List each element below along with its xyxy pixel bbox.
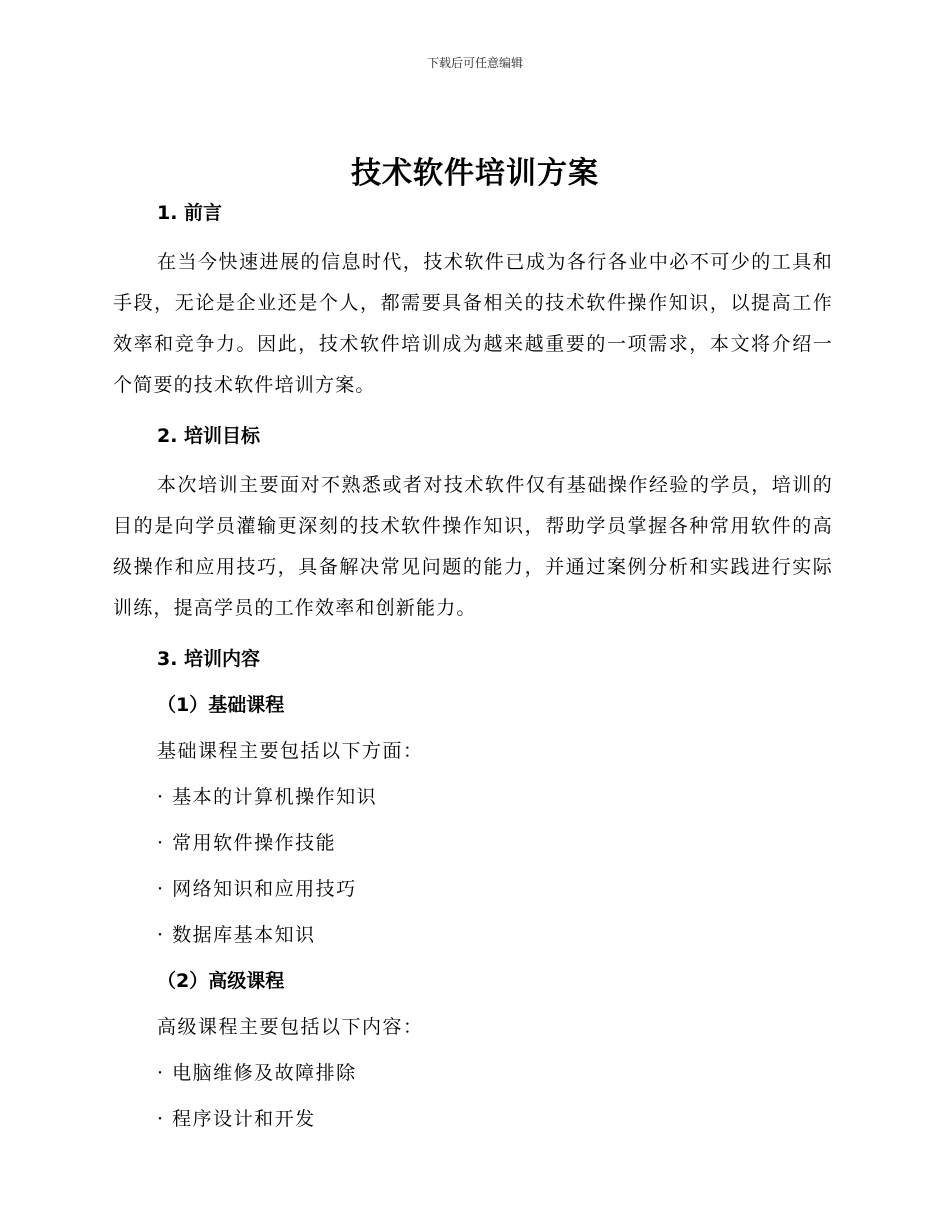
section-heading-goals: 2. 培训目标 xyxy=(157,425,261,447)
header-note: 下载后可任意编辑 xyxy=(426,56,523,70)
document-body xyxy=(113,196,833,1136)
list-item: · 基本的计算机操作知识 xyxy=(157,786,378,808)
section-heading-preface: 1. 前言 xyxy=(157,202,223,224)
list-item: · 程序设计和开发 xyxy=(157,1108,316,1130)
list-item: · 数据库基本知识 xyxy=(157,924,316,946)
subsection-heading-advanced: （2）高级课程 xyxy=(157,970,285,992)
advanced-intro: 高级课程主要包括以下内容： xyxy=(157,1016,424,1038)
basic-intro: 基础课程主要包括以下方面： xyxy=(157,740,424,762)
document-title: 技术软件培训方案 xyxy=(351,156,599,191)
paragraph-goals: 本次培训主要面对不熟悉或者对技术软件仅有基础操作经验的学员，培训的目的是向学员灌输更深刻的技术软件操作知识，帮助学员掌握各种常用软件的高级操作和应用技巧，具备解决常见问题的能力，并通过案例分析和实践进行实际训练，提高学员的工作效率和创新能力。 xyxy=(113,474,833,619)
list-item: · 电脑维修及故障排除 xyxy=(157,1062,357,1084)
list-item: · 常用软件操作技能 xyxy=(157,832,337,854)
section-heading-content: 3. 培训内容 xyxy=(157,648,261,670)
paragraph-preface: 在当今快速进展的信息时代，技术软件已成为各行各业中必不可少的工具和手段，无论是企业还是个人，都需要具备相关的技术软件操作知识，以提高工作效率和竞争力。因此，技术软件培训成为越来越重要的一项需求，本文将介绍一个简要的技术软件培训方案。 xyxy=(113,251,833,396)
subsection-heading-basic: （1）基础课程 xyxy=(157,694,285,716)
list-item: · 网络知识和应用技巧 xyxy=(157,878,357,900)
